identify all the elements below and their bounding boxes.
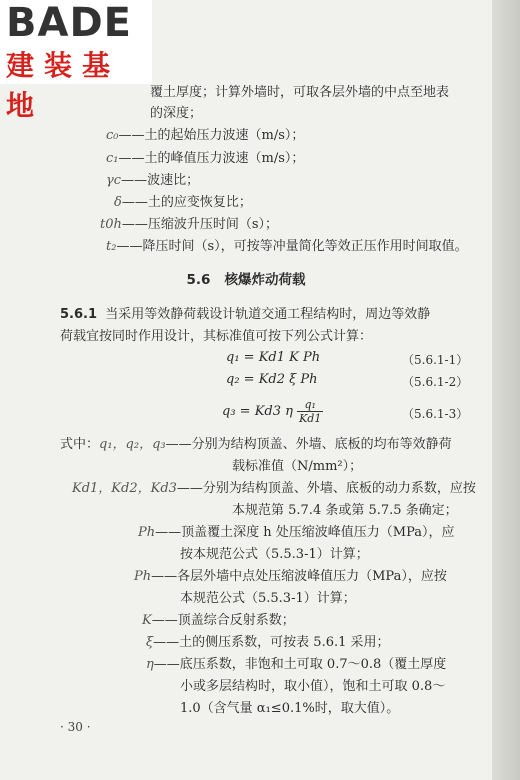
where-item-k — [142, 612, 295, 630]
def-symbol: t₂ — [106, 239, 117, 254]
where-item-q — [60, 436, 452, 454]
def-text: ——土的起始压力波速（m/s）； — [118, 128, 305, 143]
where-text: ——顶盖覆土深度 h 处压缩波峰值压力（MPa），应 — [155, 525, 455, 540]
where-symbol: K — [142, 613, 152, 628]
def-text: ——降压时间（s），可按等冲量简化等效正压作用时间取值。 — [116, 239, 468, 254]
where-text: ——土的侧压系数，可按表 5.6.1 采用； — [153, 635, 390, 650]
where-text: ——分别为结构顶盖、外墙、底板的均布等效静荷 — [165, 437, 452, 452]
intro-line-2: 的深度； — [150, 106, 203, 121]
def-c1 — [106, 150, 304, 168]
where-symbol: Kd1，Kd2，Kd3 — [72, 481, 177, 496]
where-symbol: Ph — [138, 525, 156, 540]
def-delta — [114, 194, 252, 212]
clause-number: 5.6.1 — [60, 307, 98, 322]
def-symbol: t0h — [100, 217, 122, 232]
where-item-xi — [146, 634, 390, 652]
section-heading: 核爆炸动荷载 — [224, 272, 306, 288]
where-item-ph — [138, 524, 455, 542]
def-symbol: δ — [114, 195, 122, 210]
page-number: · 30 · — [60, 720, 91, 734]
def-symbol: c₀ — [106, 128, 119, 143]
logo — [0, 0, 152, 122]
equation-3-lhs: q₃ = Kd3 η — [222, 404, 293, 419]
where-item-kd-cont: 本规范第 5.7.4 条或第 5.7.5 条确定； — [232, 503, 458, 518]
equation-3-fraction — [297, 398, 323, 425]
where-item-ph-wall-cont: 本规范公式（5.5.3-1）计算； — [180, 591, 356, 606]
logo-subtitle: 建装基地 — [6, 49, 121, 122]
where-item-kd — [72, 480, 476, 498]
where-symbol: q₁，q₂，q₃ — [99, 437, 166, 452]
equation-1-number: （5.6.1-1） — [402, 353, 469, 367]
where-text: ——顶盖综合反射系数； — [151, 613, 295, 628]
where-text: ——底压系数，非饱和土可取 0.7～0.8（覆土厚度 — [153, 657, 447, 672]
def-symbol: γc — [106, 173, 122, 188]
where-item-ph-wall — [134, 568, 447, 586]
where-item-eta — [146, 656, 446, 674]
where-symbol: η — [146, 657, 154, 672]
where-item-q-cont: 载标准值（N/mm²）； — [232, 459, 363, 474]
where-prefix: 式中： — [60, 437, 100, 452]
equation-1: q₁ = Kd1 K Ph — [226, 350, 321, 365]
clause-line-1 — [60, 306, 430, 324]
def-c0 — [106, 127, 304, 145]
intro-line-1: 覆土厚度；计算外墙时，可取各层外墙的中点至地表 — [150, 85, 450, 100]
equation-3-number: （5.6.1-3） — [402, 407, 469, 421]
where-item-ph-cont: 按本规范公式（5.5.3-1）计算； — [180, 547, 369, 562]
where-symbol: ξ — [146, 635, 154, 650]
fraction-numerator: q₁ — [297, 398, 323, 412]
where-item-eta-cont-2: 1.0（含气量 α₁≤0.1%时，取大值）。 — [180, 701, 400, 716]
section-title — [0, 268, 492, 288]
def-gamma — [106, 172, 199, 190]
def-t2 — [106, 238, 468, 256]
def-text: ——波速比； — [121, 173, 200, 188]
equation-3 — [222, 398, 323, 425]
clause-line-2: 荷载宜按同时作用设计，其标准值可按下列公式计算： — [60, 329, 373, 344]
def-t0h — [100, 216, 278, 234]
where-item-eta-cont-1: 小或多层结构时，取小值），饱和土可取 0.8～ — [180, 679, 446, 694]
where-symbol: Ph — [134, 569, 152, 584]
logo-wordmark: BADE — [6, 0, 132, 46]
def-symbol: c₁ — [106, 151, 119, 166]
section-number: 5.6 — [186, 272, 211, 288]
def-text: ——压缩波升压时间（s）； — [121, 217, 279, 232]
where-text: ——分别为结构顶盖、外墙、底板的动力系数，应按 — [176, 481, 476, 496]
page-edge — [492, 0, 520, 780]
where-text: ——各层外墙中点处压缩波峰值压力（MPa），应按 — [151, 569, 447, 584]
fraction-denominator: Kd1 — [299, 412, 322, 425]
equation-2-number: （5.6.1-2） — [402, 375, 469, 389]
clause-text-1: 当采用等效静荷载设计轨道交通工程结构时，周边等效静 — [105, 307, 431, 322]
def-text: ——土的峰值压力波速（m/s）； — [118, 151, 305, 166]
def-text: ——土的应变恢复比； — [121, 195, 252, 210]
equation-2: q₂ = Kd2 ξ Ph — [226, 372, 318, 387]
